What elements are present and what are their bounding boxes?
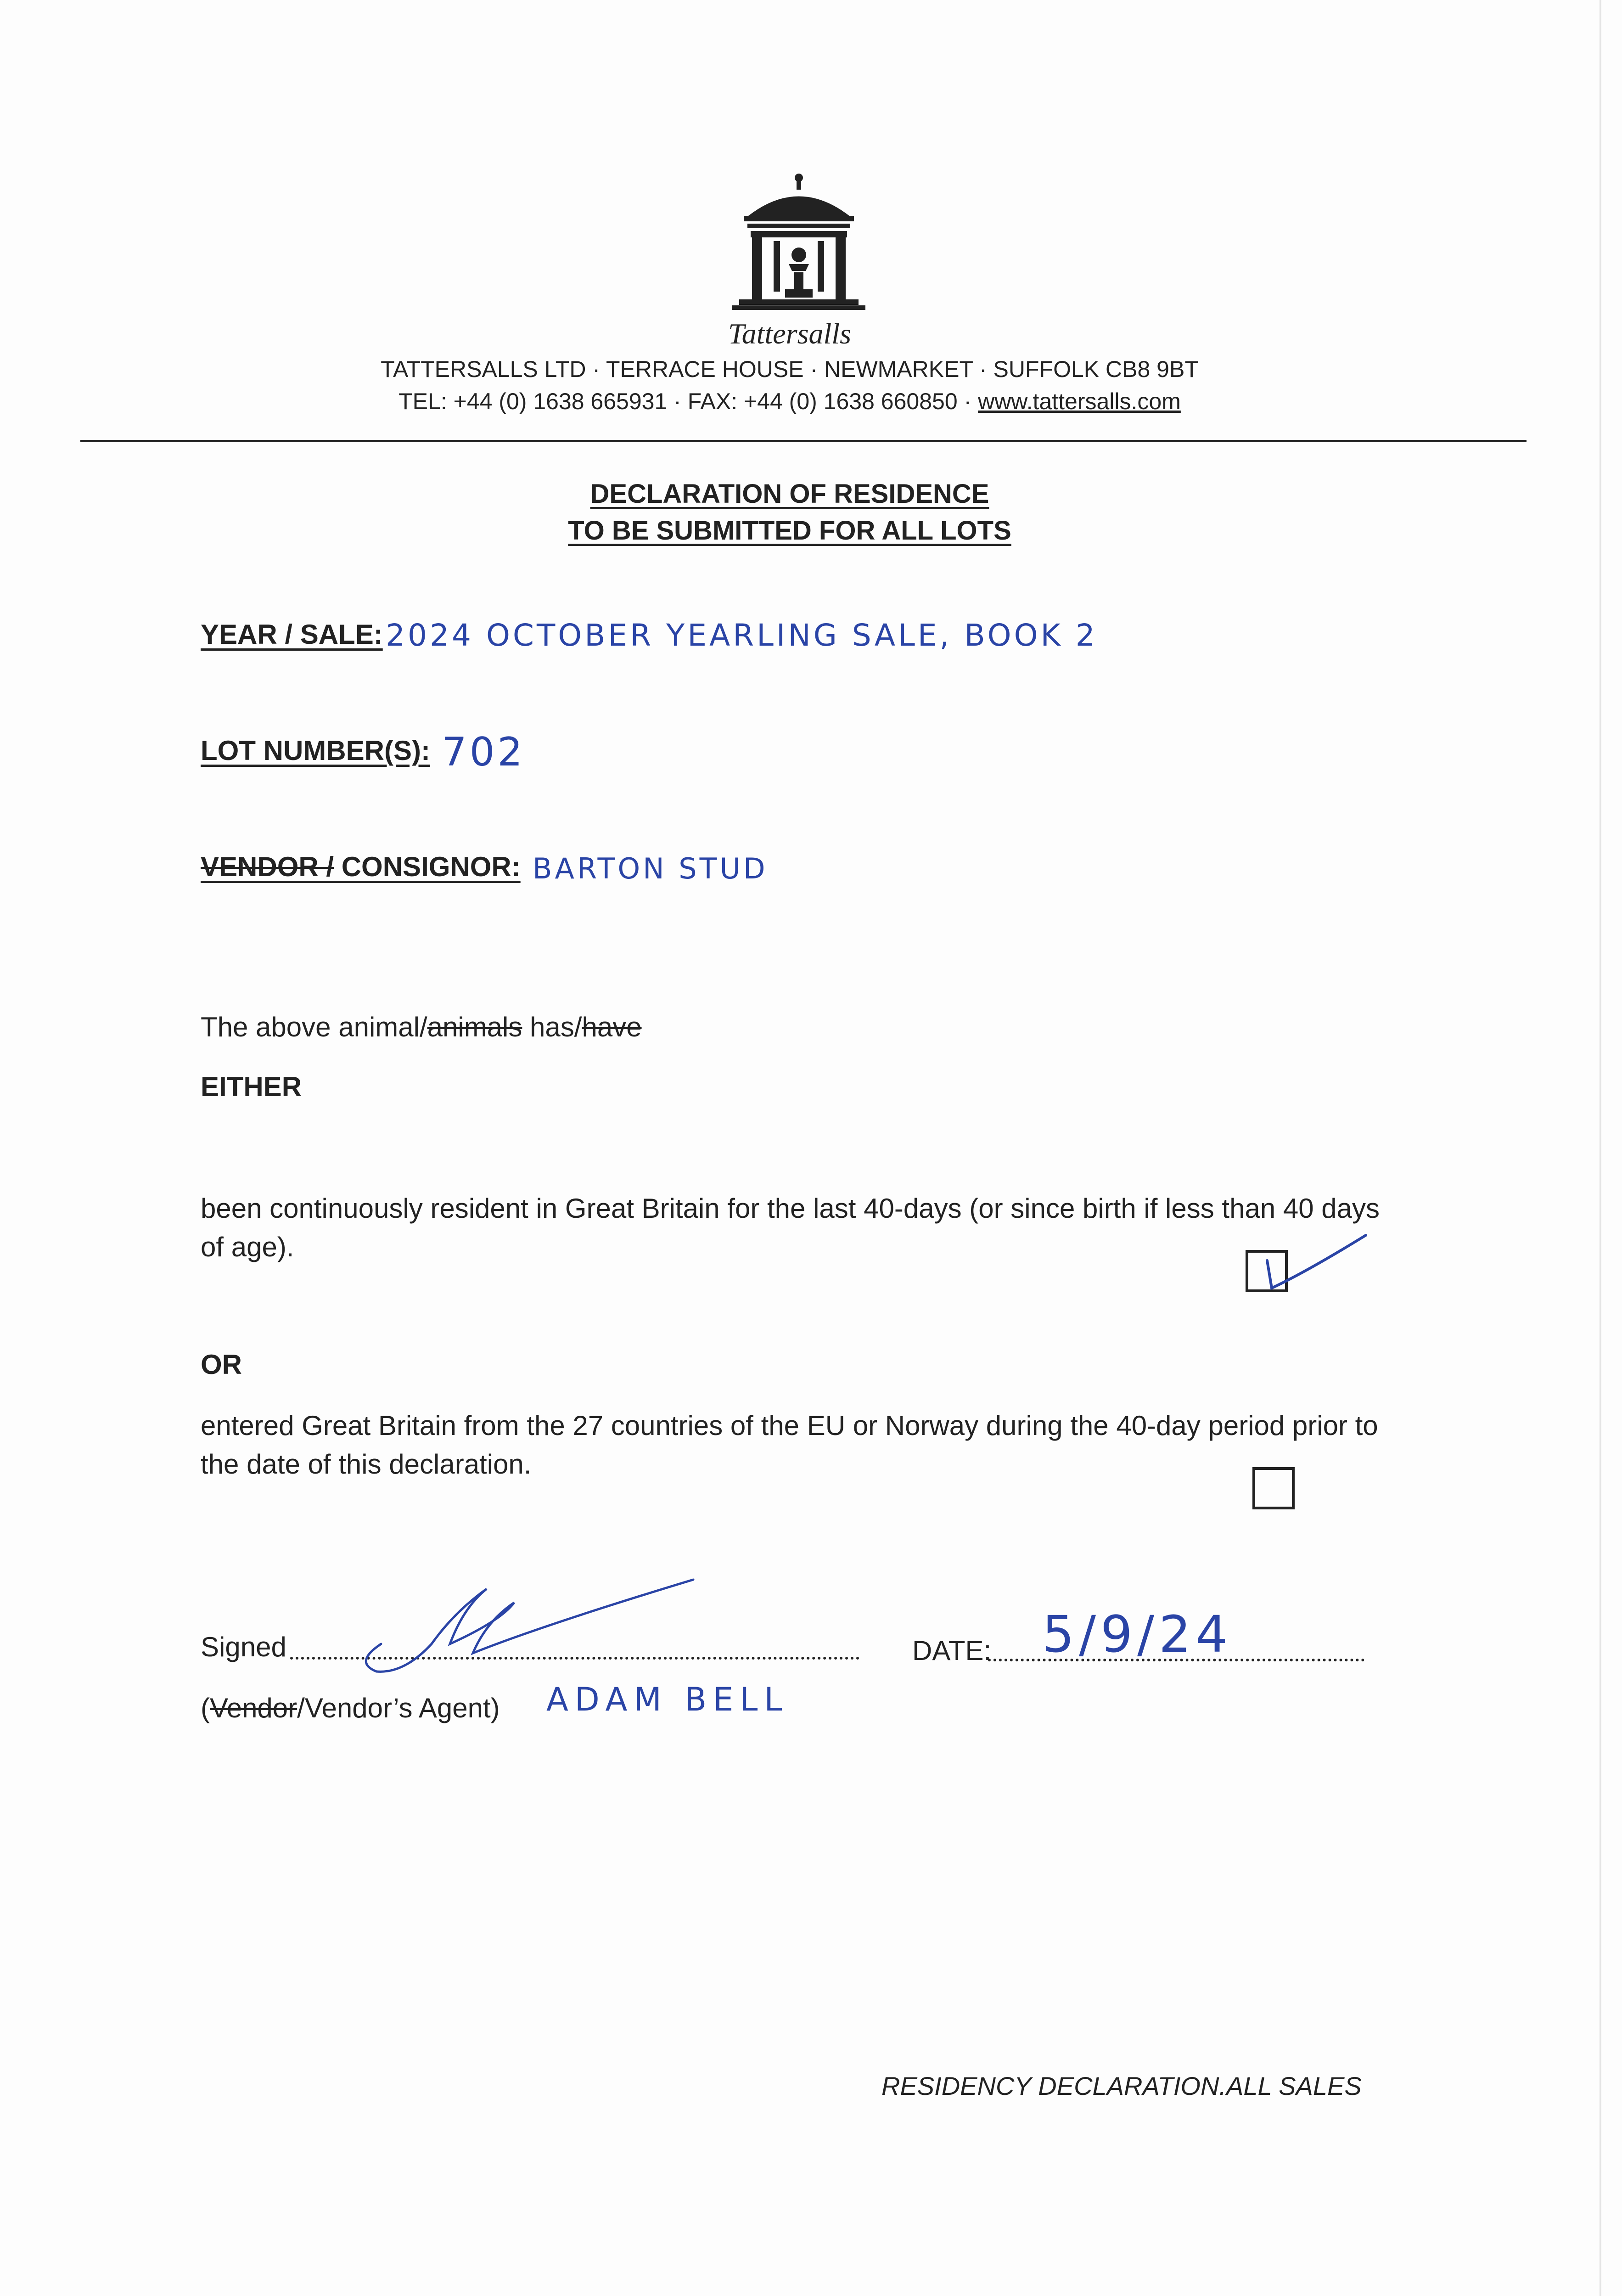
statement-text-a: The above animal/: [201, 1012, 427, 1042]
lot-number-value[interactable]: 702: [442, 729, 526, 775]
signed-label: Signed: [201, 1632, 286, 1662]
struck-vendor: Vendor: [209, 1693, 297, 1723]
form-title: DECLARATION OF RESIDENCE: [590, 479, 989, 509]
date-value[interactable]: 5/9/24: [1042, 1605, 1233, 1664]
company-address: TATTERSALLS LTD · TERRACE HOUSE · NEWMARKET · SUFFOLK CB8 9BT: [381, 356, 1199, 382]
date-label: DATE:: [912, 1635, 992, 1666]
contact-phone-fax: TEL: +44 (0) 1638 665931 · FAX: +44 (0) 1638 660850 ·: [398, 388, 978, 414]
year-sale-value[interactable]: 2024 OCTOBER YEARLING SALE, BOOK 2: [386, 618, 1098, 653]
agent-name[interactable]: ADAM BELL: [546, 1681, 789, 1718]
option2-text: entered Great Britain from the 27 countries of the EU or Norway during the 40-day period prior to the date of this declaration.: [201, 1410, 1378, 1480]
brand-name: Tattersalls: [728, 317, 851, 350]
contact-line: [0, 388, 1579, 415]
signature-scrawl[interactable]: [349, 1570, 698, 1681]
footer-form-code: RESIDENCY DECLARATION.ALL SALES: [881, 2071, 1362, 2100]
form-subtitle: TO BE SUBMITTED FOR ALL LOTS: [568, 516, 1011, 546]
lot-number-label: LOT NUMBER(S):: [201, 735, 430, 766]
or-label: OR: [201, 1349, 242, 1380]
either-label: EITHER: [201, 1071, 302, 1102]
page-edge: [1600, 0, 1601, 2296]
agent-label-text: /Vendor’s Agent): [297, 1693, 500, 1723]
website-link[interactable]: www.tattersalls.com: [978, 388, 1181, 414]
animal-statement: [201, 1008, 642, 1047]
agent-label: [201, 1689, 500, 1728]
struck-have: have: [582, 1012, 642, 1042]
consignor-label-text: CONSIGNOR:: [334, 851, 521, 882]
year-sale-label: YEAR / SALE:: [201, 619, 383, 650]
tattersalls-logo: [730, 168, 868, 315]
option1-text: been continuously resident in Great Britain for the last 40-days (or since birth if less than 40 days of age).: [201, 1193, 1380, 1262]
option2-checkbox[interactable]: [1252, 1467, 1295, 1509]
consignor-value[interactable]: BARTON STUD: [533, 852, 768, 885]
header-divider: [80, 440, 1527, 442]
vendor-struck-label: VENDOR /: [201, 851, 334, 882]
statement-text-b: has/: [522, 1012, 582, 1042]
struck-animals: animals: [427, 1012, 522, 1042]
agent-paren: (: [201, 1693, 210, 1723]
check-mark-icon: [1251, 1228, 1370, 1302]
consignor-label: [201, 851, 521, 883]
